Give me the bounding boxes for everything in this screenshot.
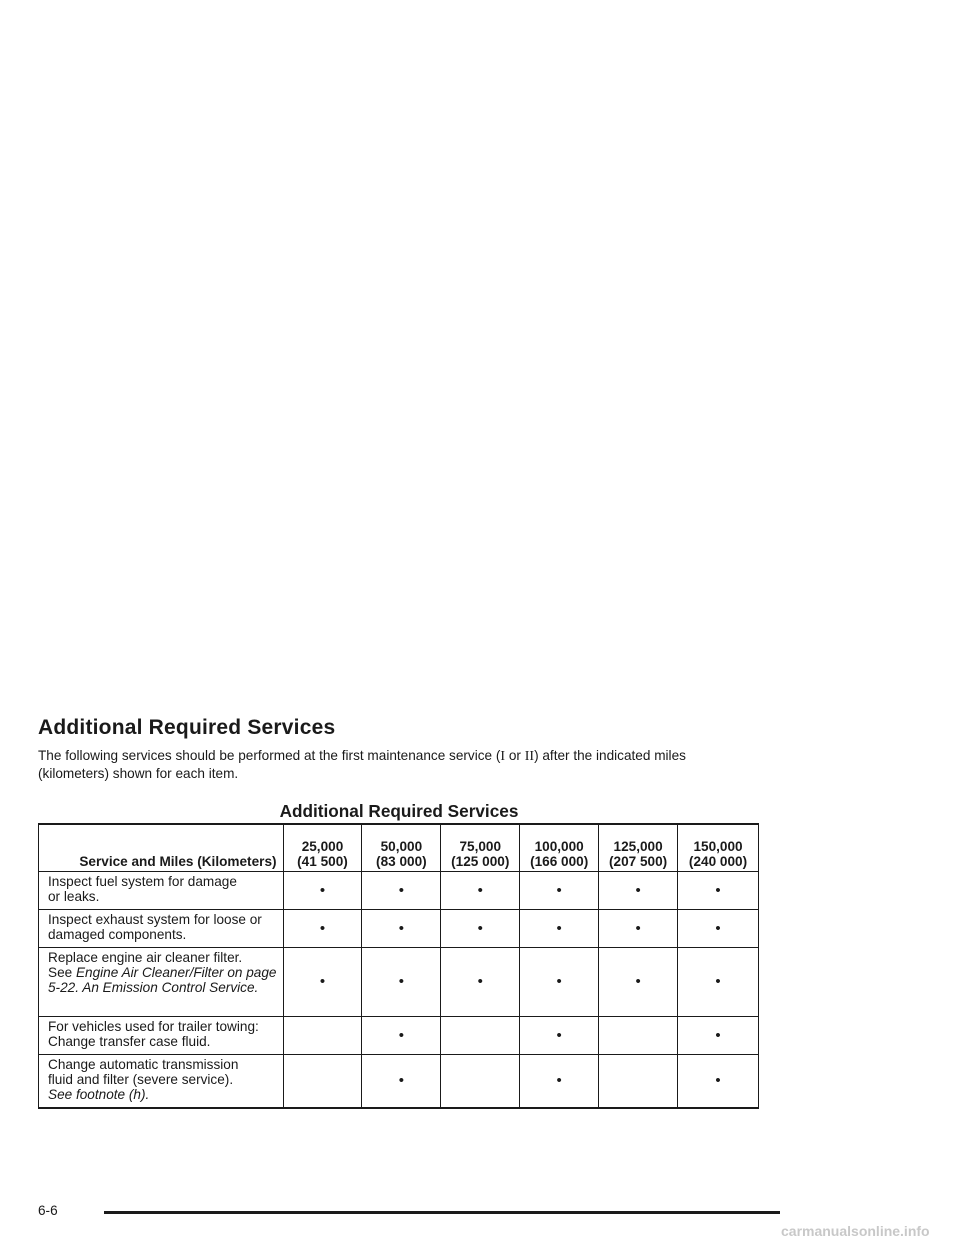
interval-mark: • <box>678 947 759 1016</box>
header-miles: 100,000 <box>534 838 584 854</box>
interval-mark: • <box>283 947 362 1016</box>
header-miles: 75,000 <box>459 838 502 854</box>
interval-mark <box>441 1054 520 1108</box>
header-km: (207 500) <box>608 853 668 869</box>
header-miles: 50,000 <box>380 838 423 854</box>
interval-mark: • <box>520 871 599 909</box>
service-description <box>39 1054 284 1108</box>
service-description <box>39 947 284 1016</box>
interval-mark <box>599 1016 678 1054</box>
header-interval <box>520 824 599 871</box>
interval-mark: • <box>362 1054 441 1108</box>
service-description <box>39 1016 284 1054</box>
interval-mark: • <box>599 947 678 1016</box>
footnote-reference: See footnote (h). <box>48 1086 150 1102</box>
interval-mark: • <box>599 871 678 909</box>
description-line: Inspect fuel system for damage <box>48 873 237 889</box>
interval-mark: • <box>441 947 520 1016</box>
interval-mark <box>599 1054 678 1108</box>
page-number: 6-6 <box>38 1203 58 1218</box>
table-row <box>39 1054 759 1108</box>
interval-mark: • <box>520 909 599 947</box>
watermark: carmanualsonline.info <box>781 1223 930 1239</box>
interval-mark: • <box>520 947 599 1016</box>
interval-mark: • <box>678 1016 759 1054</box>
interval-mark: • <box>362 1016 441 1054</box>
header-km: (125 000) <box>451 853 510 869</box>
interval-mark: • <box>441 909 520 947</box>
header-miles: 25,000 <box>301 838 344 854</box>
interval-mark: • <box>362 909 441 947</box>
page-reference: Engine Air Cleaner/Filter on page 5-22. An Emission Control Service. <box>48 964 277 995</box>
interval-mark: • <box>520 1016 599 1054</box>
table-row <box>39 1016 759 1054</box>
header-interval <box>599 824 678 871</box>
section-heading: Additional Required Services <box>38 716 336 739</box>
interval-mark: • <box>599 909 678 947</box>
description-line: Replace engine air cleaner filter. <box>48 949 243 965</box>
header-km: (41 500) <box>297 853 348 869</box>
interval-mark: • <box>283 909 362 947</box>
service-i-label: I <box>500 749 506 764</box>
additional-services-section <box>38 713 760 1109</box>
header-service: Service and Miles (Kilometers) <box>39 824 284 871</box>
description-line: Change automatic transmission <box>48 1056 239 1072</box>
description-line: Inspect exhaust system for loose or <box>48 911 262 927</box>
interval-mark: • <box>520 1054 599 1108</box>
description-line: damaged components. <box>48 926 187 942</box>
header-km: (240 000) <box>688 853 748 869</box>
header-km: (166 000) <box>530 853 589 869</box>
table-header-row <box>39 824 759 871</box>
intro-or: or <box>505 748 525 763</box>
interval-mark: • <box>441 871 520 909</box>
intro-paragraph <box>38 747 748 782</box>
description-line: See <box>48 964 76 980</box>
interval-mark: • <box>678 1054 759 1108</box>
services-table <box>38 823 759 1109</box>
description-line: For vehicles used for trailer towing: <box>48 1018 259 1034</box>
service-ii-label: II <box>524 749 535 764</box>
intro-text-end: ) after the indicated miles (kilometers) shown for each item. <box>38 748 686 781</box>
description-line: or leaks. <box>48 888 100 904</box>
header-interval <box>678 824 759 871</box>
interval-mark: • <box>678 871 759 909</box>
header-miles: 150,000 <box>693 838 743 854</box>
table-row <box>39 909 759 947</box>
interval-mark <box>283 1054 362 1108</box>
header-interval <box>362 824 441 871</box>
service-description <box>39 909 284 947</box>
table-row <box>39 947 759 1016</box>
description-line: Change transfer case fluid. <box>48 1033 211 1049</box>
intro-text-start: The following services should be performed at the first maintenance service ( <box>38 748 501 763</box>
table-title: Additional Required Services <box>279 801 519 821</box>
service-description <box>39 871 284 909</box>
interval-mark: • <box>362 947 441 1016</box>
table-row <box>39 871 759 909</box>
description-line: fluid and filter (severe service). <box>48 1071 234 1087</box>
interval-mark <box>441 1016 520 1054</box>
interval-mark: • <box>283 871 362 909</box>
header-interval <box>283 824 362 871</box>
header-km: (83 000) <box>376 853 427 869</box>
header-interval <box>441 824 520 871</box>
header-miles: 125,000 <box>613 838 663 854</box>
interval-mark: • <box>362 871 441 909</box>
footer-rule <box>104 1211 780 1214</box>
interval-mark <box>283 1016 362 1054</box>
interval-mark: • <box>678 909 759 947</box>
